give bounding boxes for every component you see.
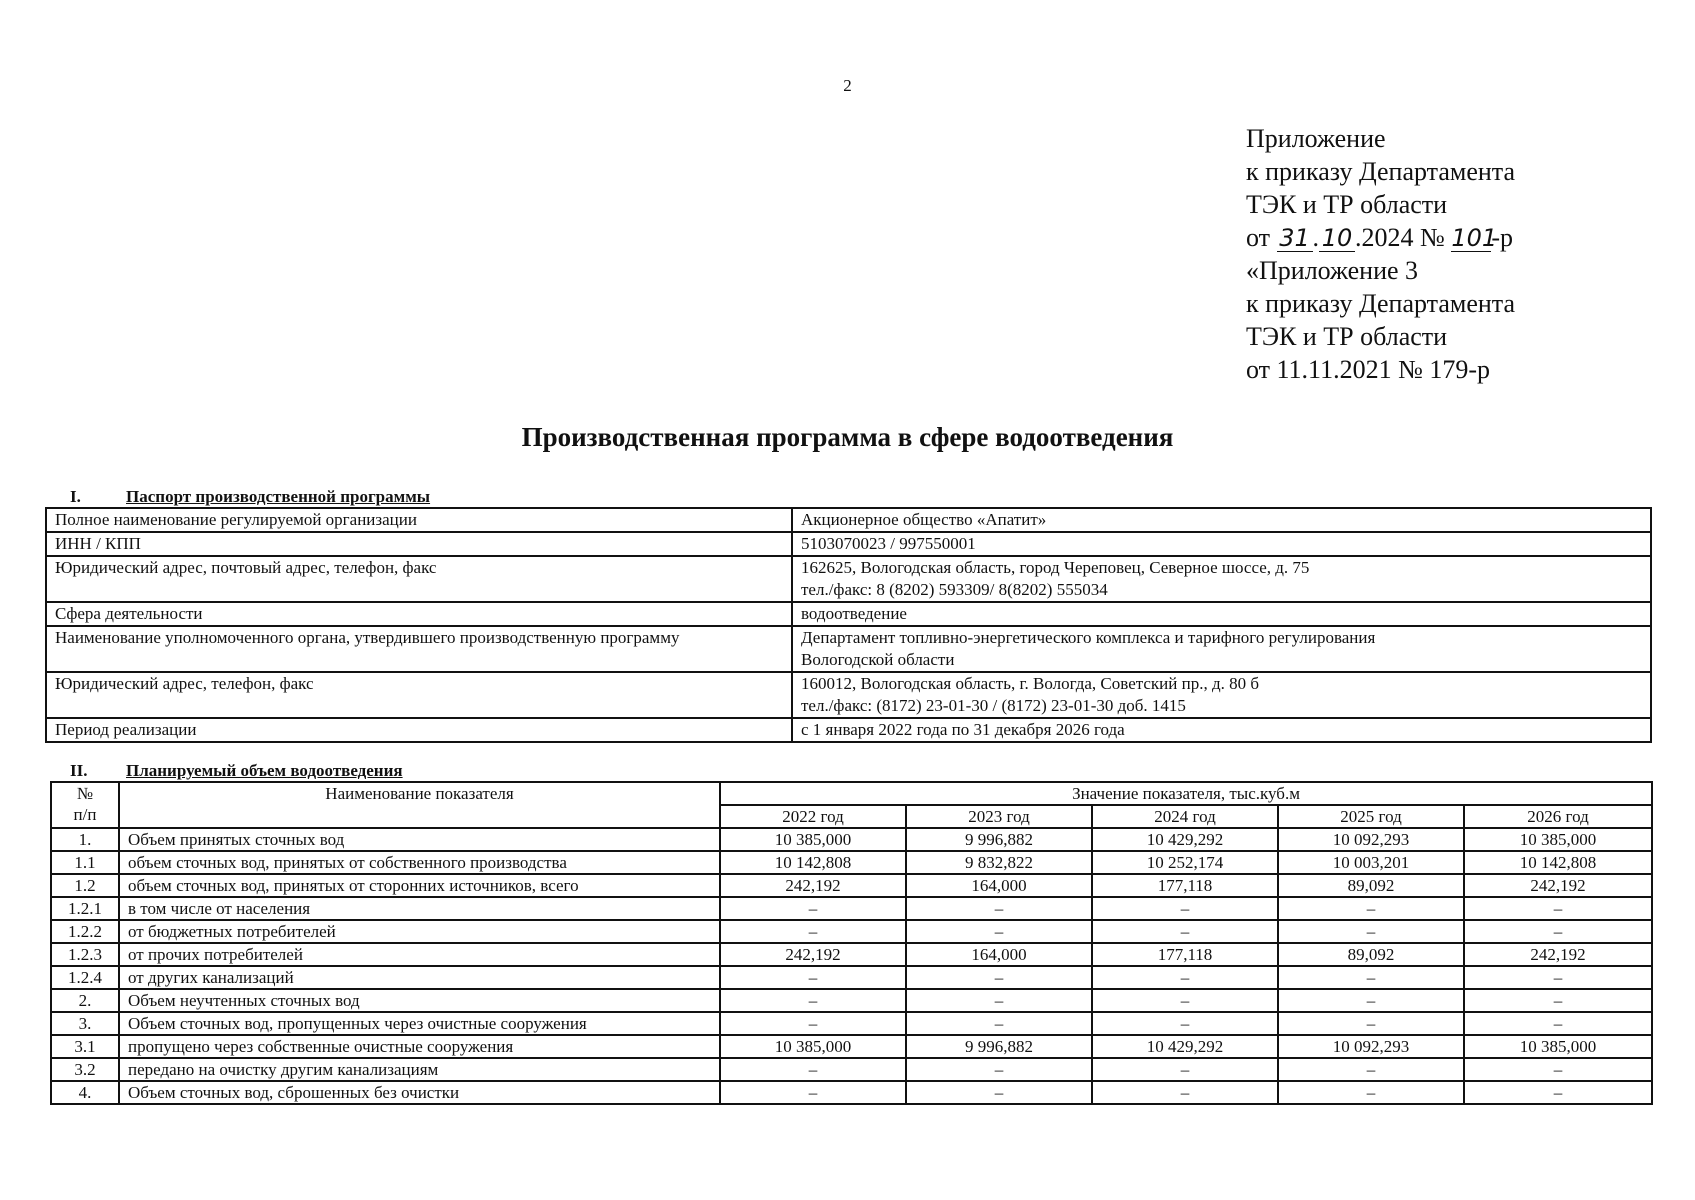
volume-row [51,874,1652,897]
volume-row [51,966,1652,989]
indicator-name: объем сточных вод, принятых от собственного производства [119,851,720,874]
row-number: 3. [51,1012,119,1035]
indicator-name: от других канализаций [119,966,720,989]
column-header-name: Наименование показателя [119,782,720,828]
indicator-value: – [1092,897,1278,920]
passport-value-line: водоотведение [801,604,907,623]
indicator-name: Объем неучтенных сточных вод [119,989,720,1012]
row-number: 2. [51,989,119,1012]
passport-row [46,718,1651,742]
passport-row [46,508,1651,532]
volume-row [51,1012,1652,1035]
indicator-name: в том числе от населения [119,897,720,920]
row-number: 3.2 [51,1058,119,1081]
row-number: 4. [51,1081,119,1104]
indicator-value: 10 429,292 [1092,1035,1278,1058]
indicator-value: 242,192 [720,943,906,966]
indicator-value: – [906,920,1092,943]
order-year-number-label: .2024 № [1355,223,1452,252]
indicator-value: 89,092 [1278,874,1464,897]
volume-row [51,1058,1652,1081]
indicator-value: – [1092,920,1278,943]
indicator-value: 10 003,201 [1278,851,1464,874]
indicator-value: – [1278,897,1464,920]
indicator-value: 242,192 [720,874,906,897]
indicator-value: – [1278,1081,1464,1104]
indicator-value: 164,000 [906,874,1092,897]
passport-table [45,507,1652,743]
indicator-value: – [720,966,906,989]
indicator-value: 9 996,882 [906,828,1092,851]
indicator-value: – [1278,920,1464,943]
indicator-name: от прочих потребителей [119,943,720,966]
header-line: к приказу Департамента [1246,289,1516,318]
passport-value [792,508,1651,532]
indicator-value: – [1092,989,1278,1012]
indicator-value: 242,192 [1464,874,1652,897]
header-row [51,782,1652,805]
passport-value-line: тел./факс: (8172) 23-01-30 / (8172) 23-01-30 доб. 1415 [801,696,1186,715]
passport-value [792,602,1651,626]
indicator-name: пропущено через собственные очистные сооружения [119,1035,720,1058]
order-date-prefix: от [1246,223,1277,252]
indicator-value: – [720,920,906,943]
indicator-value: – [1092,1012,1278,1035]
passport-label: Юридический адрес, телефон, факс [46,672,792,718]
passport-label: Юридический адрес, почтовый адрес, телефон, факс [46,556,792,602]
indicator-value: – [1092,966,1278,989]
approval-header [1246,122,1515,386]
passport-value-line: 5103070023 / 997550001 [801,534,976,553]
indicator-name: Объем сточных вод, пропущенных через очистные сооружения [119,1012,720,1035]
passport-value-line: Акционерное общество «Апатит» [801,510,1047,529]
section-heading-volumes [70,761,403,781]
order-date-line [1246,221,1515,254]
volume-row [51,920,1652,943]
column-header-year: 2026 год [1464,805,1652,828]
indicator-value: – [1464,1058,1652,1081]
order-number-suffix: -р [1491,223,1514,252]
indicator-value: 9 996,882 [906,1035,1092,1058]
passport-label: Полное наименование регулируемой организации [46,508,792,532]
passport-value-line: 162625, Вологодская область, город Череповец, Северное шоссе, д. 75 [801,558,1310,577]
passport-value-line: тел./факс: 8 (8202) 593309/ 8(8202) 555034 [801,580,1108,599]
column-header-value-group: Значение показателя, тыс.куб.м [720,782,1652,805]
indicator-value: 10 142,808 [1464,851,1652,874]
handwritten-month: 10 [1319,225,1355,252]
indicator-value: – [1464,1081,1652,1104]
section-heading-passport [70,487,430,507]
indicator-value: – [1464,920,1652,943]
indicator-value: 9 832,822 [906,851,1092,874]
indicator-value: – [720,1081,906,1104]
header-line: от 11.11.2021 № 179-р [1246,355,1491,384]
passport-value-line: Вологодской области [801,650,955,669]
indicator-value: 10 092,293 [1278,1035,1464,1058]
indicator-value: 10 385,000 [1464,828,1652,851]
indicator-value: – [720,989,906,1012]
volume-row [51,1081,1652,1104]
indicator-name: от бюджетных потребителей [119,920,720,943]
passport-label: Наименование уполномоченного органа, утвердившего производственную программу [46,626,792,672]
passport-row [46,672,1651,718]
section-title: Планируемый объем водоотведения [126,761,403,780]
passport-value-line: с 1 января 2022 года по 31 декабря 2026 года [801,720,1125,739]
document-title: Производственная программа в сфере водоотведения [521,422,1174,452]
section-number: II. [70,761,88,780]
volume-row [51,851,1652,874]
indicator-value: – [1464,989,1652,1012]
passport-label: Сфера деятельности [46,602,792,626]
indicator-value: 10 252,174 [1092,851,1278,874]
volume-row [51,828,1652,851]
column-header-year: 2023 год [906,805,1092,828]
column-header-number: № п/п [51,782,119,828]
indicator-value: – [1278,966,1464,989]
passport-value-line: 160012, Вологодская область, г. Вологда, Советский пр., д. 80 б [801,674,1260,693]
indicator-value: 10 142,808 [720,851,906,874]
row-number: 3.1 [51,1035,119,1058]
indicator-value: – [720,897,906,920]
handwritten-order-number: 101 [1451,224,1498,252]
indicator-value: – [906,1058,1092,1081]
passport-row [46,626,1651,672]
row-number: 1.2 [51,874,119,897]
date-separator: . [1312,223,1320,252]
volume-table [50,781,1653,1105]
indicator-name: передано на очистку другим канализациям [119,1058,720,1081]
indicator-value: 177,118 [1092,874,1278,897]
indicator-value: 242,192 [1464,943,1652,966]
row-number: 1.1 [51,851,119,874]
indicator-value: 89,092 [1278,943,1464,966]
passport-row [46,556,1651,602]
volume-row [51,943,1652,966]
passport-label: ИНН / КПП [46,532,792,556]
passport-value [792,532,1651,556]
indicator-value: – [1092,1081,1278,1104]
passport-value-line: Департамент топливно-энергетического комплекса и тарифного регулирования [801,628,1376,647]
indicator-value: 10 092,293 [1278,828,1464,851]
indicator-value: – [906,966,1092,989]
section-number: I. [70,487,81,506]
header-line: ТЭК и ТР области [1246,190,1448,219]
indicator-value: – [1464,1012,1652,1035]
volume-row [51,1035,1652,1058]
indicator-value: – [1464,966,1652,989]
passport-value [792,718,1651,742]
header-line: к приказу Департамента [1246,157,1516,186]
indicator-value: 164,000 [906,943,1092,966]
column-header-year: 2024 год [1092,805,1278,828]
indicator-name: Объем принятых сточных вод [119,828,720,851]
indicator-value: – [1092,1058,1278,1081]
handwritten-day: 31 [1277,225,1313,252]
indicator-value: – [906,989,1092,1012]
indicator-value: – [1464,897,1652,920]
indicator-value: – [720,1058,906,1081]
passport-row [46,602,1651,626]
passport-value [792,626,1651,672]
column-header-year: 2022 год [720,805,906,828]
section-title: Паспорт производственной программы [126,487,431,506]
passport-value [792,672,1651,718]
volume-row [51,989,1652,1012]
header-line: ТЭК и ТР области [1246,322,1448,351]
header-line: Приложение [1246,124,1386,153]
row-number: 1.2.4 [51,966,119,989]
indicator-value: 177,118 [1092,943,1278,966]
row-number: 1. [51,828,119,851]
indicator-value: 10 385,000 [720,828,906,851]
passport-value [792,556,1651,602]
indicator-name: объем сточных вод, принятых от сторонних источников, всего [119,874,720,897]
header-line: «Приложение 3 [1246,256,1419,285]
indicator-name: Объем сточных вод, сброшенных без очистки [119,1081,720,1104]
passport-row [46,532,1651,556]
page-number: 2 [843,76,852,95]
indicator-value: – [720,1012,906,1035]
indicator-value: – [1278,989,1464,1012]
indicator-value: 10 385,000 [720,1035,906,1058]
indicator-value: – [906,1012,1092,1035]
indicator-value: 10 429,292 [1092,828,1278,851]
indicator-value: 10 385,000 [1464,1035,1652,1058]
row-number: 1.2.3 [51,943,119,966]
passport-label: Период реализации [46,718,792,742]
row-number: 1.2.2 [51,920,119,943]
indicator-value: – [906,1081,1092,1104]
volume-row [51,897,1652,920]
indicator-value: – [1278,1012,1464,1035]
column-header-year: 2025 год [1278,805,1464,828]
indicator-value: – [906,897,1092,920]
row-number: 1.2.1 [51,897,119,920]
indicator-value: – [1278,1058,1464,1081]
